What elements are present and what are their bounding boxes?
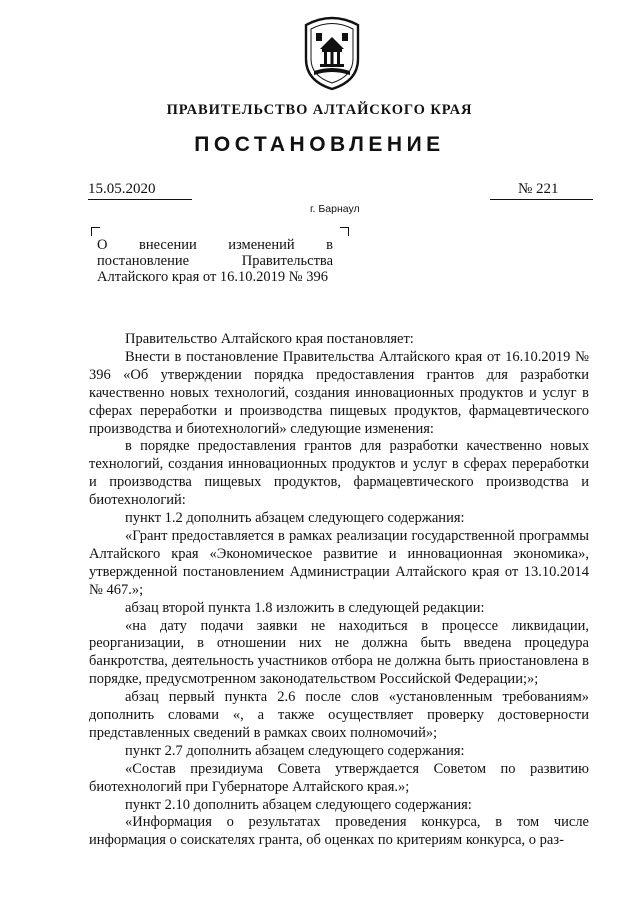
subject-corner-mark-left [91,227,100,236]
body-paragraph: пункт 2.10 дополнить абзацем следующего содержания: [125,796,472,813]
body-paragraph: Внести в постановление Правительства Алтайского края от 16.10.2019 № 396 «Об утверждении порядка предоставления грантов для разработки качественно новых технологий, создания инновационных продуктов и услуг в сферах переработки и производства пищевых продуктов, фармацевтического производства и биотехнологий» следующие изменения: [89,348,589,437]
coat-of-arms-icon [300,15,364,91]
body-paragraph: «Грант предоставляется в рамках реализации государственной программы Алтайского края «Экономическое развитие и инновационная экономика», утвержденной постановлением Администрации Алтайского края от 13.10.2014 № 467.»; [89,527,589,598]
body-paragraph: абзац второй пункта 1.8 изложить в следующей редакции: [125,599,485,616]
document-type-title: ПОСТАНОВЛЕНИЕ [194,133,445,156]
body-paragraph: абзац первый пункта 2.6 после слов «установленным требованиям» дополнить словами «, а также осуществляет проверку достоверности представленных сведений в рамках своих полномочий»; [89,689,589,741]
body-paragraph: Правительство Алтайского края постановляет: [125,331,414,347]
body-paragraph: «Информация о результатах проведения конкурса, в том числе информация о соискателях гранта, об оценках по критериям конкурса, о раз- [89,814,589,849]
body-paragraph: «на дату подачи заявки не находиться в процессе ликвидации, реорганизации, в отношении них не должна быть введена процедура банкротства, деятельность участников отбора не должна быть приостановлена в порядке, предусмотренном законодательством Российской Федерации;»; [89,617,589,688]
organization-title: ПРАВИТЕЛЬСТВО АЛТАЙСКОГО КРАЯ [166,102,473,118]
document-subject: О внесении изменений в постановление Правительства Алтайского края от 16.10.2019 № 396 [97,237,333,285]
body-paragraph: в порядке предоставления грантов для разработки качественно новых технологий, создания инновационных продуктов и услуг в сферах переработки и производства пищевых продуктов, фармацевтического производства и биотехнологий: [89,438,589,509]
document-number: № 221 [490,181,593,200]
body-paragraph: пункт 2.7 дополнить абзацем следующего содержания: [125,742,465,759]
document-body [89,331,589,850]
document-city: г. Барнаул [310,203,360,215]
body-paragraph: «Состав президиума Совета утверждается Советом по развитию биотехнологий при Губернаторе Алтайского края.»; [89,760,589,795]
subject-corner-mark-right [340,227,349,236]
body-paragraph: пункт 1.2 дополнить абзацем следующего содержания: [125,510,465,527]
document-date: 15.05.2020 [88,181,192,200]
